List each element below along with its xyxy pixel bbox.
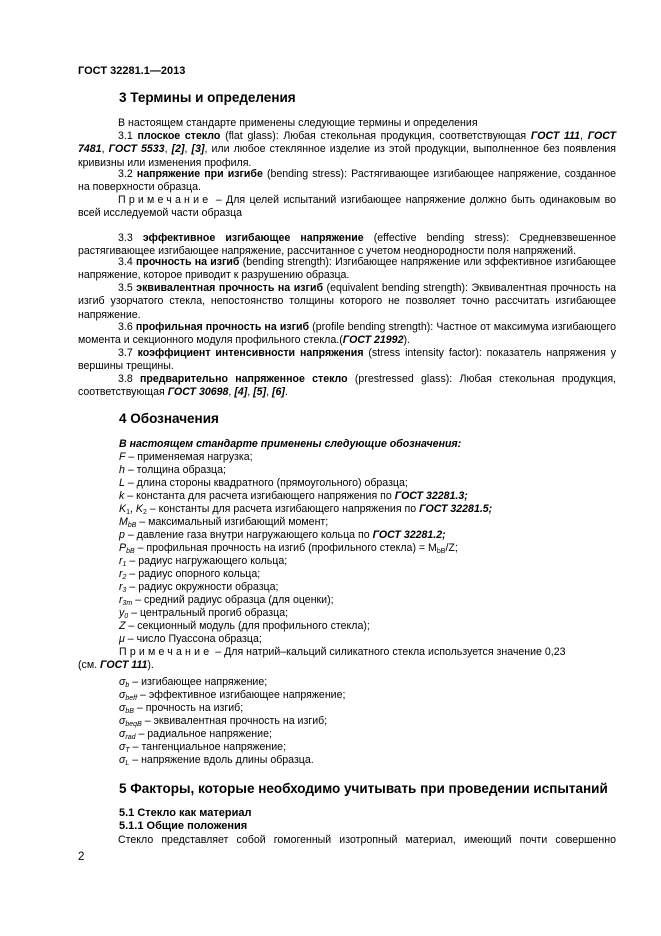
note-1: Примечание – Для целей испытаний изгибающее напряжение должно быть одинаковым во всей исследуемой части образца (78, 194, 616, 220)
document-number: ГОСТ 32281.1—2013 (78, 65, 186, 77)
symbol-K1-K2: $K_1$, $K_2$ – константы для расчета изгибающего напряжения по ГОСТ 32281.5; (119, 503, 493, 516)
term-3-1: 3.1 плоское стекло (flat glass): Любая стекольная продукция, соответствующая ГОСТ 111, ГОСТ 7481, ГОСТ 5533, [2], [3], или любое стеклянное изделие из этой продукции, выполненное без появления кривизны или изменения профиля. (78, 130, 617, 169)
symbol-Z: Z – секционный модуль (для профильного стекла); (119, 620, 370, 632)
term-3-5: 3.5 эквивалентная прочность на изгиб (equivalent bending strength): Эквивалентная прочность на изгиб узорчатого стекла, непостоянство толщины которого не позволяет точно рассчитать изгибающее напряжение. (78, 282, 616, 321)
symbol-sigma-beqB: $\sigma_{beqB}$ – эквивалентная прочность на изгиб; (119, 715, 328, 728)
page-number: 2 (78, 851, 85, 863)
subsection-5-1: 5.1 Стекло как материал (119, 807, 252, 819)
symbol-r1: $r_1$ – радиус нагружающего кольца; (119, 555, 288, 568)
symbol-y0: $y_0$ – центральный прогиб образца; (119, 607, 289, 620)
symbol-sigma-rad: $\sigma_{rad}$ – радиальное напряжение; (119, 728, 272, 741)
symbol-PbB: $P_{bB}$ – профильная прочность на изгиб (профильного стекла) = $M_{bB}/Z$; (119, 542, 458, 555)
term-3-3: 3.3 эффективное изгибающее напряжение (effective bending stress): Средневзвешенное растягивающее изгибающее напряжение, рассчитанное с учетом неоднородности поля напряжений. (78, 232, 616, 258)
symbol-r3: $r_3$ – радиус окружности образца; (119, 581, 279, 594)
symbol-r3m: $r_{3m}$ – средний радиус образца (для оценки); (119, 594, 334, 607)
symbol-p: p – давление газа внутри нагружающего кольца по ГОСТ 32281.2; (119, 529, 446, 541)
section-3-heading: 3 Термины и определения (119, 90, 296, 105)
symbol-h: h – толщина образца; (119, 464, 226, 476)
symbol-sigma-T: $\sigma_T$ – тангенциальное напряжение; (119, 741, 287, 754)
term-3-6: 3.6 профильная прочность на изгиб (profile bending strength): Частное от максимума изгибающего момента и секционного модуля профильного стекла.(ГОСТ 21992). (78, 321, 617, 347)
symbol-sigma-L: $\sigma_L$ – напряжение вдоль длины образца. (119, 754, 314, 767)
term-3-7: 3.7 коэффициент интенсивности напряжения (stress intensity factor): показатель напряжения у вершины трещины. (78, 347, 616, 373)
symbol-MbB: $M_{bB}$ – максимальный изгибающий момент; (119, 516, 329, 529)
symbol-k: k – константа для расчета изгибающего напряжения по ГОСТ 32281.3; (119, 490, 468, 502)
note-2: Примечание – Для натрий–кальций силикатного стекла используется значение 0,23 (119, 646, 566, 658)
section-4-heading: 4 Обозначения (119, 411, 219, 426)
subsection-5-1-1: 5.1.1 Общие положения (119, 820, 248, 832)
symbol-F: F – применяемая нагрузка; (119, 451, 253, 463)
section-5-heading: 5 Факторы, которые необходимо учитывать при проведении испытаний (119, 781, 608, 796)
section-3-intro: В настоящем стандарте применены следующие термины и определения (118, 117, 478, 129)
symbol-L: L – длина стороны квадратного (прямоугольного) образца; (119, 477, 408, 489)
term-3-2: 3.2 напряжение при изгибе (bending stress): Растягивающее изгибающее напряжение, созданное на поверхности образца. (78, 168, 617, 194)
term-3-4: 3.4 прочность на изгиб (bending strength): Изгибающее напряжение или эффективное изгибающее напряжение, которое приводит к разрушению образца. (78, 256, 616, 282)
section-5-text: Стекло представляет собой гомогенный изотропный материал, имеющий почти совершенно (118, 834, 616, 846)
note-2-continuation: (см. ГОСТ 111). (78, 659, 154, 671)
symbol-mu: μ – число Пуассона образца; (119, 633, 262, 645)
symbol-sigma-beff: $\sigma_{beff}$ – эффективное изгибающее напряжение; (119, 689, 346, 702)
section-4-intro: В настоящем стандарте применены следующие обозначения: (119, 438, 462, 450)
term-3-8: 3.8 предварительно напряженное стекло (prestressed glass): Любая стекольная продукция, соответствующая ГОСТ 30698, [4], [5], [6]. (78, 373, 616, 399)
symbol-sigma-bB: $\sigma_{bB}$ – прочность на изгиб; (119, 702, 244, 715)
symbol-sigma-b: $\sigma_b$ – изгибающее напряжение; (119, 676, 268, 689)
symbol-r2: $r_2$ – радиус опорного кольца; (119, 568, 261, 581)
